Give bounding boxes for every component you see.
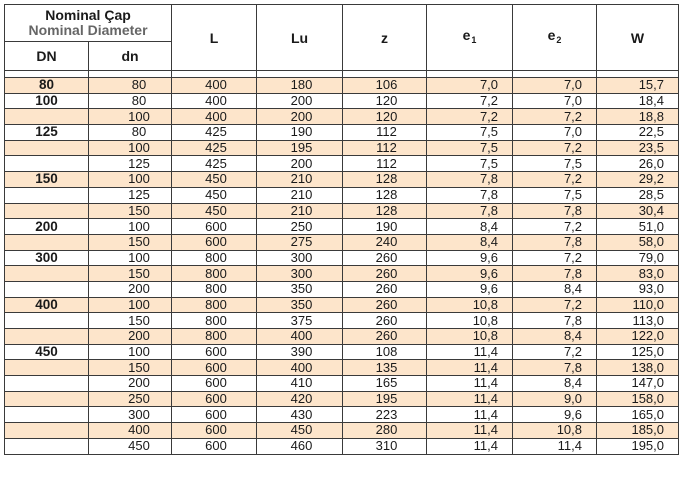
cell-e2: 11,4 bbox=[513, 438, 597, 454]
cell-L: 600 bbox=[172, 376, 257, 392]
cell-DN: 200 bbox=[5, 219, 89, 235]
cell-DN bbox=[5, 376, 89, 392]
cell-e2: 7,2 bbox=[513, 109, 597, 125]
cell-e1: 8,4 bbox=[427, 219, 513, 235]
table-row bbox=[5, 360, 679, 376]
table-row bbox=[5, 281, 679, 297]
cell-e1: 9,6 bbox=[427, 266, 513, 282]
cell-e1: 8,4 bbox=[427, 234, 513, 250]
cell-e1: 7,0 bbox=[427, 78, 513, 94]
cell-L: 450 bbox=[172, 172, 257, 188]
cell-e2: 7,8 bbox=[513, 360, 597, 376]
cell-dn: 100 bbox=[89, 297, 172, 313]
cell-e1: 7,8 bbox=[427, 172, 513, 188]
cell-W: 83,0 bbox=[597, 266, 679, 282]
table-row bbox=[5, 329, 679, 345]
pipe-dimensions-table bbox=[4, 4, 679, 455]
cell-W: 122,0 bbox=[597, 329, 679, 345]
cell-e1: 11,4 bbox=[427, 438, 513, 454]
cell-L: 800 bbox=[172, 329, 257, 345]
table-row bbox=[5, 93, 679, 109]
cell-DN bbox=[5, 329, 89, 345]
cell-dn: 100 bbox=[89, 172, 172, 188]
cell-e2: 7,2 bbox=[513, 297, 597, 313]
cell-z: 195 bbox=[343, 391, 427, 407]
table-body bbox=[5, 71, 679, 455]
cell-DN: 450 bbox=[5, 344, 89, 360]
cell-DN bbox=[5, 140, 89, 156]
cell-e2: 7,0 bbox=[513, 78, 597, 94]
column-header-W: W bbox=[597, 5, 679, 71]
cell-e1: 11,4 bbox=[427, 376, 513, 392]
cell-e2: 7,8 bbox=[513, 203, 597, 219]
cell-e1: 10,8 bbox=[427, 313, 513, 329]
cell-W: 28,5 bbox=[597, 187, 679, 203]
cell-z: 260 bbox=[343, 329, 427, 345]
table-header bbox=[5, 5, 679, 71]
cell-W: 195,0 bbox=[597, 438, 679, 454]
cell-dn: 450 bbox=[89, 438, 172, 454]
cell-e2: 7,2 bbox=[513, 219, 597, 235]
cell-L: 800 bbox=[172, 281, 257, 297]
table-row bbox=[5, 423, 679, 439]
cell-DN bbox=[5, 156, 89, 172]
cell-e2: 7,5 bbox=[513, 187, 597, 203]
cell-e1: 9,6 bbox=[427, 281, 513, 297]
cell-Lu: 400 bbox=[257, 360, 343, 376]
cell-e2: 7,2 bbox=[513, 140, 597, 156]
cell-Lu: 410 bbox=[257, 376, 343, 392]
cell-e1: 7,2 bbox=[427, 109, 513, 125]
cell-dn: 200 bbox=[89, 281, 172, 297]
cell-Lu: 275 bbox=[257, 234, 343, 250]
cell-dn: 200 bbox=[89, 376, 172, 392]
table-row bbox=[5, 156, 679, 172]
cell-DN bbox=[5, 360, 89, 376]
cell-e1: 7,8 bbox=[427, 187, 513, 203]
cell-L: 425 bbox=[172, 125, 257, 141]
cell-e1: 7,8 bbox=[427, 203, 513, 219]
cell-W: 22,5 bbox=[597, 125, 679, 141]
cell-e2: 7,8 bbox=[513, 313, 597, 329]
cell-z: 260 bbox=[343, 281, 427, 297]
cell-L: 600 bbox=[172, 438, 257, 454]
cell-dn: 150 bbox=[89, 266, 172, 282]
cell-W: 185,0 bbox=[597, 423, 679, 439]
cell-z: 128 bbox=[343, 203, 427, 219]
cell-dn: 100 bbox=[89, 250, 172, 266]
cell-L: 600 bbox=[172, 423, 257, 439]
cell-DN bbox=[5, 234, 89, 250]
cell-W: 93,0 bbox=[597, 281, 679, 297]
table-row bbox=[5, 219, 679, 235]
table-row bbox=[5, 140, 679, 156]
cell-e2: 7,8 bbox=[513, 234, 597, 250]
cell-W: 125,0 bbox=[597, 344, 679, 360]
cell-W: 29,2 bbox=[597, 172, 679, 188]
cell-dn: 200 bbox=[89, 329, 172, 345]
cell-Lu: 430 bbox=[257, 407, 343, 423]
table-row bbox=[5, 266, 679, 282]
cell-DN: 125 bbox=[5, 125, 89, 141]
cell-DN bbox=[5, 281, 89, 297]
cell-DN: 300 bbox=[5, 250, 89, 266]
cell-W: 30,4 bbox=[597, 203, 679, 219]
cell-DN: 100 bbox=[5, 93, 89, 109]
e1-subscript: 1 bbox=[471, 35, 477, 45]
cell-DN bbox=[5, 109, 89, 125]
cell-W: 138,0 bbox=[597, 360, 679, 376]
cell-L: 600 bbox=[172, 407, 257, 423]
table-row bbox=[5, 407, 679, 423]
table-row bbox=[5, 125, 679, 141]
cell-e2: 7,0 bbox=[513, 125, 597, 141]
cell-z: 260 bbox=[343, 250, 427, 266]
cell-L: 400 bbox=[172, 93, 257, 109]
cell-z: 120 bbox=[343, 93, 427, 109]
cell-DN bbox=[5, 203, 89, 219]
cell-z: 165 bbox=[343, 376, 427, 392]
cell-dn: 100 bbox=[89, 344, 172, 360]
cell-L: 425 bbox=[172, 156, 257, 172]
e2-base: e bbox=[547, 27, 556, 43]
cell-L: 600 bbox=[172, 234, 257, 250]
cell-L: 800 bbox=[172, 250, 257, 266]
cell-e2: 8,4 bbox=[513, 281, 597, 297]
cell-dn: 125 bbox=[89, 156, 172, 172]
cell-z: 135 bbox=[343, 360, 427, 376]
cell-DN bbox=[5, 438, 89, 454]
cell-dn: 80 bbox=[89, 78, 172, 94]
cell-DN bbox=[5, 391, 89, 407]
cell-L: 600 bbox=[172, 360, 257, 376]
column-header-L: L bbox=[172, 5, 257, 71]
column-header-DN: DN bbox=[5, 42, 89, 71]
cell-z: 280 bbox=[343, 423, 427, 439]
cell-e1: 11,4 bbox=[427, 423, 513, 439]
cell-W: 58,0 bbox=[597, 234, 679, 250]
cell-L: 450 bbox=[172, 187, 257, 203]
cell-z: 260 bbox=[343, 297, 427, 313]
cell-z: 128 bbox=[343, 187, 427, 203]
cell-e2: 7,8 bbox=[513, 266, 597, 282]
cell-z: 112 bbox=[343, 140, 427, 156]
cell-Lu: 200 bbox=[257, 109, 343, 125]
cell-z: 190 bbox=[343, 219, 427, 235]
table-row bbox=[5, 250, 679, 266]
cell-e2: 8,4 bbox=[513, 376, 597, 392]
table-row bbox=[5, 172, 679, 188]
column-header-e1 bbox=[427, 5, 513, 71]
cell-Lu: 300 bbox=[257, 266, 343, 282]
cell-z: 106 bbox=[343, 78, 427, 94]
cell-e2: 7,0 bbox=[513, 93, 597, 109]
table-row bbox=[5, 203, 679, 219]
cell-DN: 80 bbox=[5, 78, 89, 94]
cell-Lu: 190 bbox=[257, 125, 343, 141]
cell-W: 110,0 bbox=[597, 297, 679, 313]
cell-e1: 10,8 bbox=[427, 297, 513, 313]
cell-e1: 11,4 bbox=[427, 391, 513, 407]
cell-e1: 7,5 bbox=[427, 156, 513, 172]
cell-Lu: 210 bbox=[257, 187, 343, 203]
cell-e1: 11,4 bbox=[427, 360, 513, 376]
cell-W: 18,4 bbox=[597, 93, 679, 109]
cell-e2: 9,0 bbox=[513, 391, 597, 407]
cell-DN bbox=[5, 266, 89, 282]
table-row bbox=[5, 109, 679, 125]
cell-dn: 150 bbox=[89, 234, 172, 250]
cell-dn: 80 bbox=[89, 125, 172, 141]
nominal-diameter-label: Nominal Diameter bbox=[28, 22, 148, 38]
table-row bbox=[5, 438, 679, 454]
cell-W: 15,7 bbox=[597, 78, 679, 94]
cell-e1: 7,2 bbox=[427, 93, 513, 109]
cell-L: 400 bbox=[172, 109, 257, 125]
cell-L: 450 bbox=[172, 203, 257, 219]
cell-z: 112 bbox=[343, 125, 427, 141]
cell-L: 600 bbox=[172, 391, 257, 407]
cell-Lu: 390 bbox=[257, 344, 343, 360]
cell-dn: 100 bbox=[89, 140, 172, 156]
cell-DN: 150 bbox=[5, 172, 89, 188]
cell-DN bbox=[5, 313, 89, 329]
cell-e2: 10,8 bbox=[513, 423, 597, 439]
e1-base: e bbox=[462, 27, 471, 43]
cell-dn: 250 bbox=[89, 391, 172, 407]
cell-e1: 10,8 bbox=[427, 329, 513, 345]
cell-Lu: 200 bbox=[257, 93, 343, 109]
cell-W: 23,5 bbox=[597, 140, 679, 156]
table-row bbox=[5, 344, 679, 360]
cell-e2: 9,6 bbox=[513, 407, 597, 423]
cell-dn: 150 bbox=[89, 360, 172, 376]
cell-W: 165,0 bbox=[597, 407, 679, 423]
cell-DN bbox=[5, 187, 89, 203]
cell-Lu: 350 bbox=[257, 297, 343, 313]
column-header-dn: dn bbox=[89, 42, 172, 71]
cell-z: 240 bbox=[343, 234, 427, 250]
cell-DN: 400 bbox=[5, 297, 89, 313]
column-header-Lu: Lu bbox=[257, 5, 343, 71]
cell-Lu: 460 bbox=[257, 438, 343, 454]
cell-e1: 11,4 bbox=[427, 407, 513, 423]
cell-e2: 7,2 bbox=[513, 250, 597, 266]
cell-Lu: 195 bbox=[257, 140, 343, 156]
column-header-e2 bbox=[513, 5, 597, 71]
cell-Lu: 375 bbox=[257, 313, 343, 329]
cell-Lu: 200 bbox=[257, 156, 343, 172]
cell-dn: 400 bbox=[89, 423, 172, 439]
cell-e1: 11,4 bbox=[427, 344, 513, 360]
cell-z: 108 bbox=[343, 344, 427, 360]
cell-e2: 7,5 bbox=[513, 156, 597, 172]
cell-e1: 9,6 bbox=[427, 250, 513, 266]
cell-z: 128 bbox=[343, 172, 427, 188]
cell-W: 147,0 bbox=[597, 376, 679, 392]
cell-dn: 100 bbox=[89, 109, 172, 125]
cell-Lu: 420 bbox=[257, 391, 343, 407]
cell-z: 112 bbox=[343, 156, 427, 172]
cell-Lu: 180 bbox=[257, 78, 343, 94]
cell-dn: 150 bbox=[89, 203, 172, 219]
cell-dn: 80 bbox=[89, 93, 172, 109]
cell-z: 260 bbox=[343, 313, 427, 329]
nominal-cap-label: Nominal Çap bbox=[45, 7, 131, 23]
cell-W: 18,8 bbox=[597, 109, 679, 125]
table-row bbox=[5, 297, 679, 313]
cell-W: 113,0 bbox=[597, 313, 679, 329]
table-row bbox=[5, 187, 679, 203]
cell-e2: 8,4 bbox=[513, 329, 597, 345]
cell-z: 260 bbox=[343, 266, 427, 282]
cell-e1: 7,5 bbox=[427, 125, 513, 141]
cell-L: 800 bbox=[172, 266, 257, 282]
cell-Lu: 400 bbox=[257, 329, 343, 345]
cell-W: 158,0 bbox=[597, 391, 679, 407]
cell-Lu: 450 bbox=[257, 423, 343, 439]
table-row bbox=[5, 313, 679, 329]
cell-L: 400 bbox=[172, 78, 257, 94]
cell-dn: 125 bbox=[89, 187, 172, 203]
cell-dn: 100 bbox=[89, 219, 172, 235]
column-header-z: z bbox=[343, 5, 427, 71]
cell-z: 223 bbox=[343, 407, 427, 423]
table-row bbox=[5, 391, 679, 407]
cell-z: 120 bbox=[343, 109, 427, 125]
cell-DN bbox=[5, 423, 89, 439]
cell-L: 600 bbox=[172, 219, 257, 235]
table-row bbox=[5, 376, 679, 392]
e2-subscript: 2 bbox=[556, 35, 562, 45]
cell-L: 600 bbox=[172, 344, 257, 360]
nominal-diameter-header bbox=[5, 5, 172, 42]
cell-dn: 300 bbox=[89, 407, 172, 423]
cell-Lu: 210 bbox=[257, 203, 343, 219]
cell-DN bbox=[5, 407, 89, 423]
cell-e2: 7,2 bbox=[513, 344, 597, 360]
cell-e1: 7,5 bbox=[427, 140, 513, 156]
cell-L: 800 bbox=[172, 297, 257, 313]
cell-Lu: 300 bbox=[257, 250, 343, 266]
cell-L: 425 bbox=[172, 140, 257, 156]
cell-Lu: 250 bbox=[257, 219, 343, 235]
cell-dn: 150 bbox=[89, 313, 172, 329]
cell-W: 26,0 bbox=[597, 156, 679, 172]
cell-W: 79,0 bbox=[597, 250, 679, 266]
cell-z: 310 bbox=[343, 438, 427, 454]
cell-Lu: 350 bbox=[257, 281, 343, 297]
cell-e2: 7,2 bbox=[513, 172, 597, 188]
cell-W: 51,0 bbox=[597, 219, 679, 235]
cell-L: 800 bbox=[172, 313, 257, 329]
table-row bbox=[5, 234, 679, 250]
cell-Lu: 210 bbox=[257, 172, 343, 188]
table-row bbox=[5, 78, 679, 94]
